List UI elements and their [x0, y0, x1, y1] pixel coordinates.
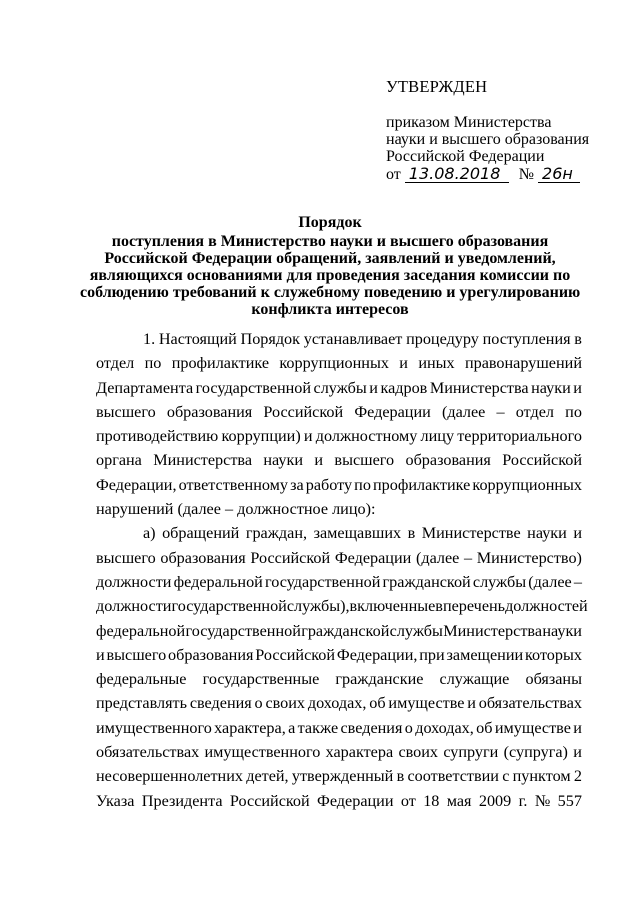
document-body — [96, 327, 588, 813]
date-prefix: от — [386, 166, 401, 183]
order-date-handwritten: 13.08.2018 — [405, 166, 509, 183]
body-line: нарушений (далее – должностное лицо): — [96, 500, 376, 519]
number-label: № — [518, 166, 535, 183]
body-line: должности государственной службы), включенные в перечень должностей — [96, 597, 588, 616]
approval-line: приказом Министерства — [386, 114, 552, 131]
approval-stamp-block — [386, 78, 616, 183]
body-line: Департамента государственной службы и кадров Министерства науки и — [96, 378, 582, 397]
title-heading: Порядок — [298, 214, 362, 231]
order-date-number-row — [386, 166, 616, 183]
body-line: а) обращений граждан, замещавших в Министерстве науки и — [143, 524, 582, 543]
title-line: Российской Федерации обращений, заявлений и уведомлений, — [104, 250, 556, 267]
body-line: высшего образования Российской Федерации (далее – Министерство) — [96, 548, 582, 567]
title-line: поступления в Министерство науки и высшего образования — [111, 233, 549, 250]
body-line: Указа Президента Российской Федерации от 18 мая 2009 г. № 557 — [96, 791, 582, 810]
body-line: 1. Настоящий Порядок устанавливает процедуру поступления в — [143, 330, 582, 348]
title-line: конфликта интересов — [251, 301, 409, 318]
body-line: имущественного характера, а также сведения о доходах, об имуществе и — [96, 718, 582, 737]
approval-line: Российской Федерации — [386, 148, 545, 165]
body-line: представлять сведения о своих доходах, об имуществе и обязательствах — [96, 694, 582, 713]
document-title — [80, 214, 580, 318]
body-line: федеральные государственные гражданские служащие обязаны — [96, 670, 582, 689]
body-line: высшего образования Российской Федерации (далее – отдел по — [96, 402, 582, 421]
body-line: органа Министерства науки и высшего образования Российской — [96, 451, 582, 470]
body-line: обязательствах имущественного характера своих супруги (супруга) и — [96, 743, 582, 762]
approval-stamp: УТВЕРЖДЕН — [386, 77, 488, 96]
title-line: являющихся основаниями для проведения заседания комиссии по — [89, 267, 571, 284]
body-line: Федерации, ответственному за работу по профилактике коррупционных — [96, 475, 582, 494]
body-line: несовершеннолетних детей, утвержденный в соответствии с пунктом 2 — [96, 767, 582, 786]
body-line: и высшего образования Российской Федерации, при замещении которых — [96, 645, 582, 664]
body-line: должности федеральной государственной гражданской службы (далее – — [96, 572, 582, 591]
approval-line: науки и высшего образования — [386, 131, 590, 148]
body-line: федеральной государственной гражданской службы Министерства науки — [96, 621, 582, 640]
title-line: соблюдению требований к служебному поведению и урегулированию — [80, 284, 581, 301]
order-number-handwritten: 26н — [538, 166, 580, 183]
body-line: противодействию коррупции) и должностному лицу территориального — [96, 427, 582, 446]
body-line: отдел по профилактике коррупционных и иных правонарушений — [96, 354, 582, 373]
